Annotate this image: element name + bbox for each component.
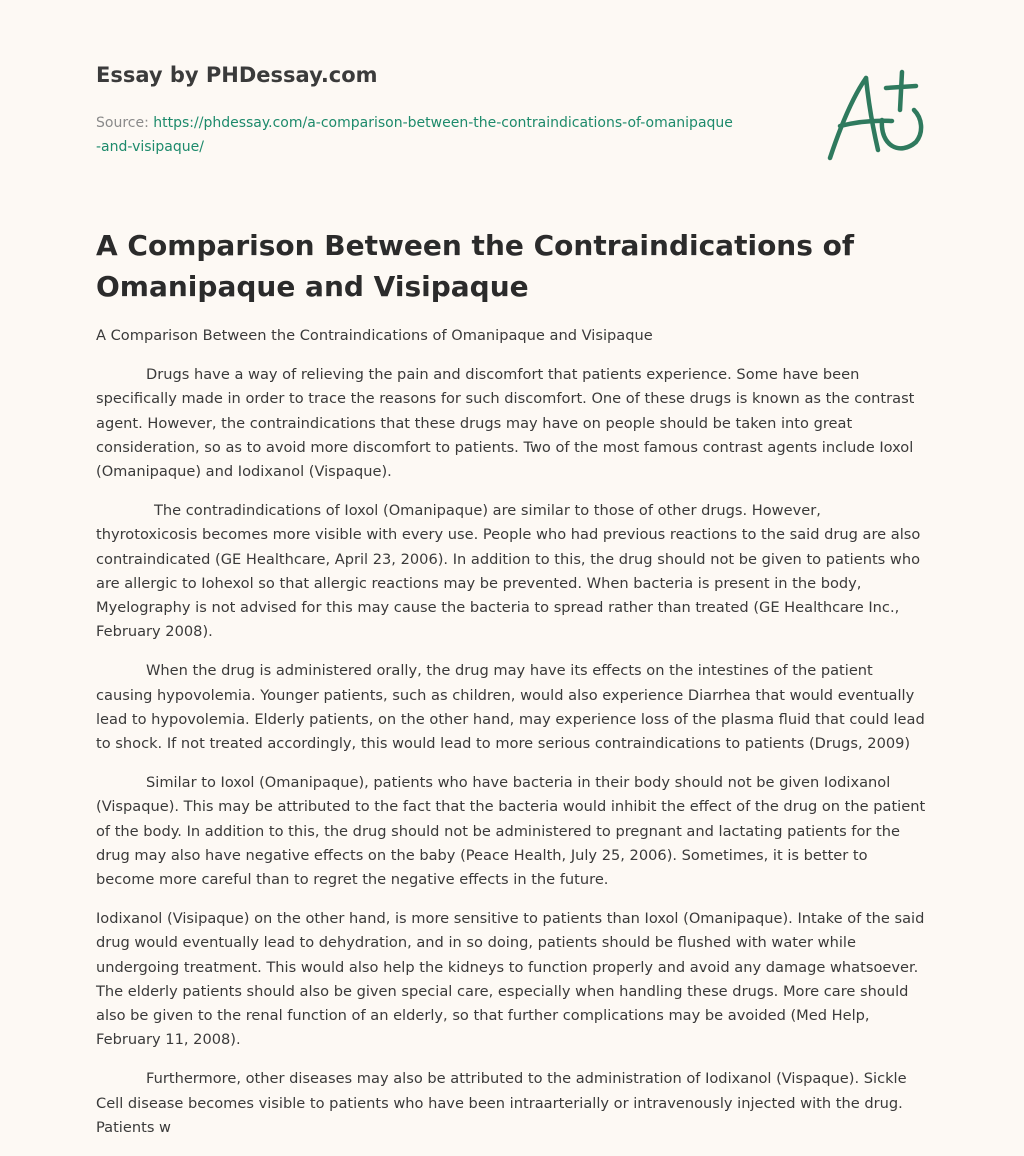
paragraph: Furthermore, other diseases may also be attributed to the administration of Iodixanol (Vispaque). Sickle Cell disease becomes visible to patients who have been intraarterially or intravenously injected with the drug. Patients w	[96, 1070, 907, 1136]
paragraph: When the drug is administered orally, the drug may have its effects on the intestines of the patient causing hypovolemia. Younger patients, such as children, would also experience Diarrhea that would eventually lead to hypovolemia. Elderly patients, on the other hand, may experience loss of the plasma fluid that could lead to shock. If not treated accordingly, this would lead to more serious contraindications to patients (Drugs, 2009)	[96, 662, 925, 753]
paragraph: Drugs have a way of relieving the pain and discomfort that patients experience. Some have been specifically made in order to trace the reasons for such discomfort. One of these drugs is known as the contrast agent. However, the contraindications that these drugs may have on people should be taken into great consideration, so as to avoid more discomfort to patients. Two of the most famous contrast agents include Ioxol (Omanipaque) and Iodixanol (Vispaque).	[96, 366, 915, 481]
source-line	[96, 111, 736, 159]
source-label: Source:	[96, 115, 149, 131]
essay-body	[96, 324, 926, 1155]
site-brand: Essay by PHDessay.com	[96, 63, 378, 87]
paragraph: The contradindications of Ioxol (Omanipaque) are similar to those of other drugs. However, thyrotoxicosis becomes more visible with every use. People who had previous reactions to the said drug are also contraindicated (GE Healthcare, April 23, 2006). In addition to this, the drug should not be given to patients who are allergic to Iohexol so that allergic reactions may be prevented. When bacteria is present in the body, Myelography is not advised for this may cause the bacteria to spread rather than treated (GE Healthcare Inc., February 2008).	[96, 502, 921, 641]
a-plus-logo-icon	[820, 66, 930, 166]
paragraph: Iodixanol (Visipaque) on the other hand, is more sensitive to patients than Ioxol (Omanipaque). Intake of the said drug would eventually lead to dehydration, and in so doing, patients should be flushed with water while undergoing treatment. This would also help the kidneys to function properly and avoid any damage whatsoever. The elderly patients should also be given special care, especially when handling these drugs. More care should also be given to the renal function of an elderly, so that further complications may be avoided (Med Help, February 11, 2008).	[96, 910, 925, 1049]
grade-logo	[820, 66, 930, 166]
source-link[interactable]: https://phdessay.com/a-comparison-between-the-contraindications-of-omanipaque-and-visipaque/	[96, 115, 733, 155]
essay-title: A Comparison Between the Contraindications of Omanipaque and Visipaque	[96, 229, 855, 303]
paragraph: Similar to Ioxol (Omanipaque), patients who have bacteria in their body should not be given Iodixanol (Vispaque). This may be attributed to the fact that the bacteria would inhibit the effect of the drug on the patient of the body. In addition to this, the drug should not be administered to pregnant and lactating patients for the drug may also have negative effects on the baby (Peace Health, July 25, 2006). Sometimes, it is better to become more careful than to regret the negative effects in the future.	[96, 774, 926, 889]
paragraph-subtitle: A Comparison Between the Contraindications of Omanipaque and Visipaque	[96, 327, 653, 344]
